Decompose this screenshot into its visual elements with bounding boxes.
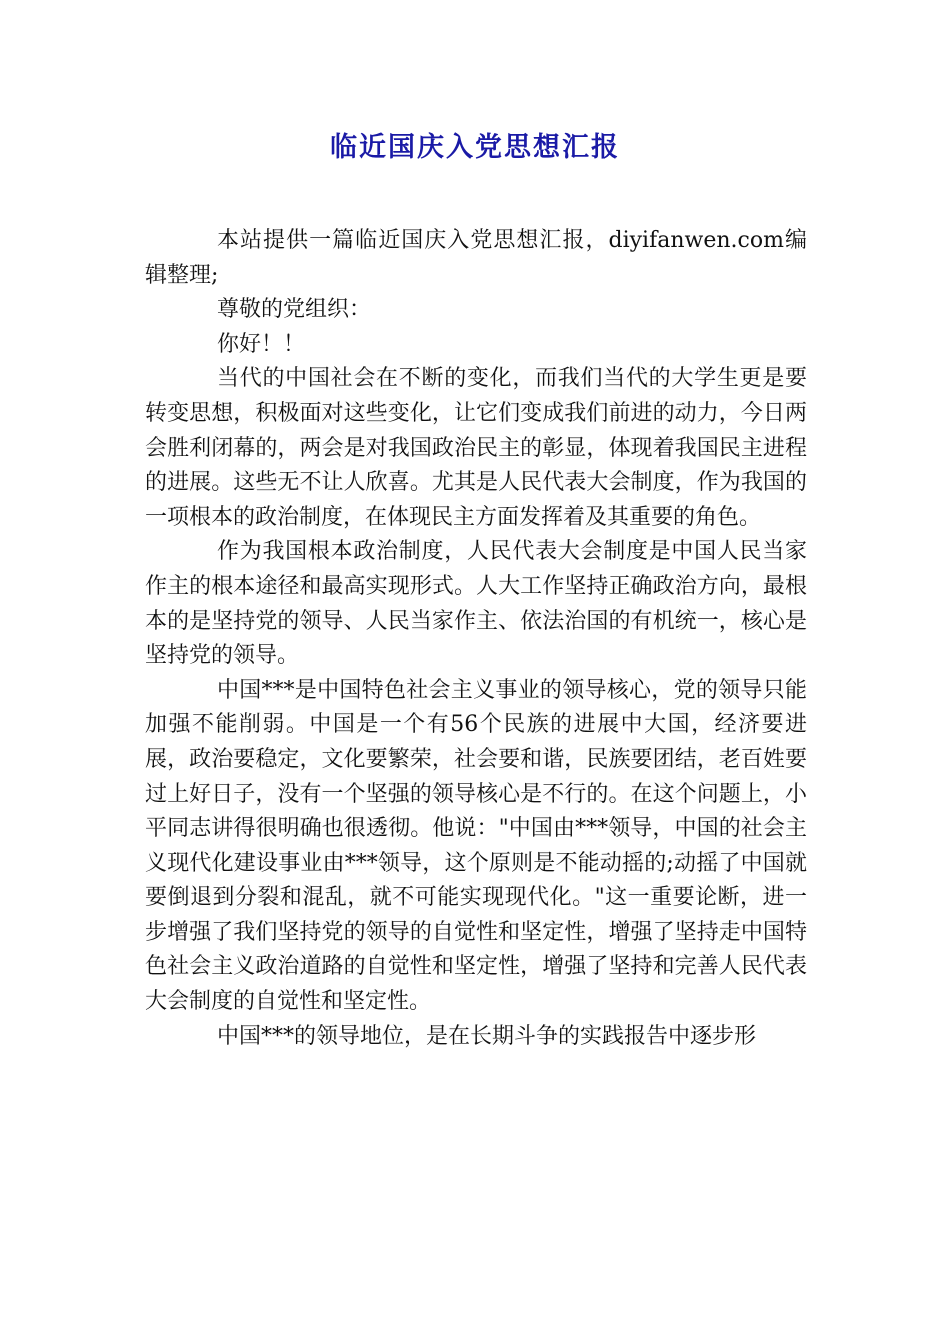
paragraph-intro: 本站提供一篇临近国庆入党思想汇报，diyifanwen.com编辑整理; xyxy=(145,228,807,288)
paragraph-body-1: 当代的中国社会在不断的变化，而我们当代的大学生更是要转变思想，积极面对这些变化，让它们变成我们前进的动力，今日两会胜利闭幕的，两会是对我国政治民主的彰显，体现着我国民主进程的进展。这些无不让人欣喜。尤其是人民代表大会制度，作为我国的一项根本的政治制度，在体现民主方面发挥着及其重要的角色。 xyxy=(145,366,807,530)
paragraph-greeting: 你好！！ xyxy=(217,331,306,357)
paragraph-body-3: 中国***是中国特色社会主义事业的领导核心，党的领导只能加强不能削弱。中国是一个有56个民族的进展中大国，经济要进展，政治要稳定，文化要繁荣，社会要和谐，民族要团结，老百姓要过上好日子，没有一个坚强的领导核心是不行的。在这个问题上，小平同志讲得很明确也很透彻。他说："中国由***领导，中国的社会主义现代化建设事业由***领导，这个原则是不能动摇的;动摇了中国就要倒退到分裂和混乱，就不可能实现现代化。"这一重要论断，进一步增强了我们坚持党的领导的自觉性和坚定性，增强了坚持走中国特色社会主义政治道路的自觉性和坚定性，增强了坚持和完善人民代表大会制度的自觉性和坚定性。 xyxy=(145,677,807,1015)
paragraph-salutation: 尊敬的党组织： xyxy=(217,297,372,323)
document-body xyxy=(145,224,807,1054)
paragraph-body-2: 作为我国根本政治制度，人民代表大会制度是中国人民当家作主的根本途径和最高实现形式。人大工作坚持正确政治方向，最根本的是坚持党的领导、人民当家作主、依法治国的有机统一，核心是坚持党的领导。 xyxy=(145,539,807,669)
paragraph-body-4: 中国***的领导地位，是在长期斗争的实践报告中逐步形 xyxy=(217,1023,757,1049)
document-title: 临近国庆入党思想汇报 xyxy=(330,132,620,163)
